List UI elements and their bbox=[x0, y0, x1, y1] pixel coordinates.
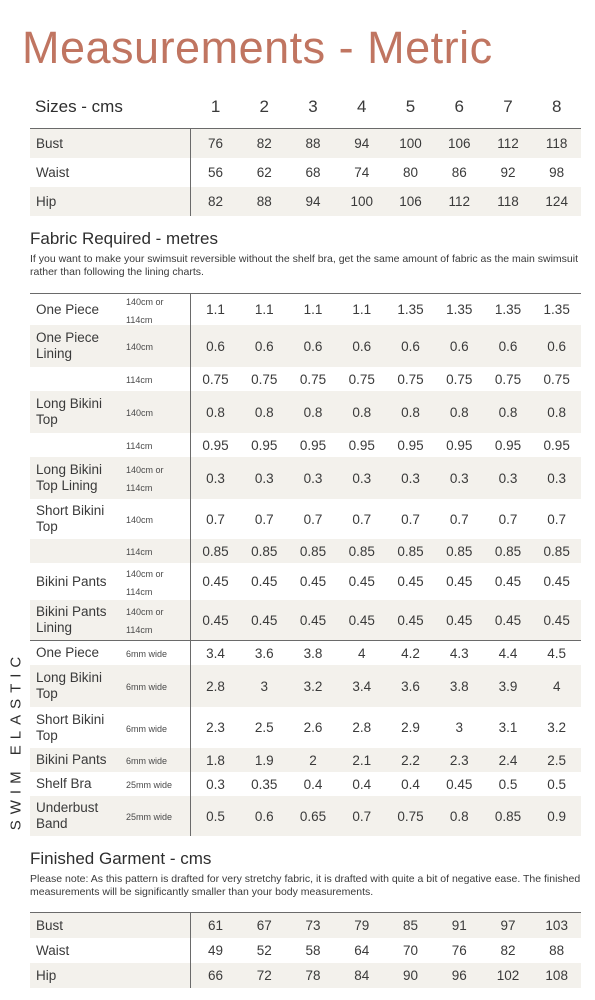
table-row bbox=[30, 391, 581, 433]
cell-value: 90 bbox=[402, 968, 418, 983]
cell-value: 58 bbox=[305, 943, 321, 958]
cell-value: 79 bbox=[354, 918, 370, 933]
cell-value: 0.95 bbox=[543, 437, 570, 453]
cell-value: 0.3 bbox=[449, 470, 469, 486]
cell-value: 1.9 bbox=[254, 752, 274, 768]
cell-value: 3.2 bbox=[303, 678, 323, 694]
cell-value: 0.7 bbox=[254, 511, 274, 527]
table-row bbox=[30, 158, 581, 187]
cell-value: 0.6 bbox=[547, 338, 567, 354]
cell-value: 1.35 bbox=[397, 302, 424, 317]
cell-value: 0.45 bbox=[446, 574, 473, 589]
cell-value: 76 bbox=[208, 136, 224, 152]
table-row bbox=[30, 963, 581, 988]
cell-value: 0.5 bbox=[547, 776, 567, 792]
cell-value: 98 bbox=[549, 165, 565, 181]
cell-value: 94 bbox=[305, 194, 321, 210]
cell-value: 0.85 bbox=[543, 543, 570, 559]
finished-section-title: Finished Garment - cms bbox=[30, 849, 212, 868]
cell-value: 0.45 bbox=[446, 612, 473, 628]
table-row bbox=[30, 499, 581, 539]
cell-value: 3 bbox=[260, 678, 269, 694]
cell-value: 0.75 bbox=[251, 371, 278, 387]
fabric-width-label: 114cm bbox=[126, 441, 153, 451]
cell-value: 0.75 bbox=[202, 371, 229, 387]
cell-value: 0.45 bbox=[543, 612, 570, 628]
table-row bbox=[30, 433, 581, 457]
cell-value: 0.8 bbox=[352, 404, 372, 420]
cell-value: 0.45 bbox=[494, 574, 522, 589]
cell-value: 2.5 bbox=[547, 752, 567, 768]
row-label: Hip bbox=[36, 193, 57, 209]
cell-value: 0.7 bbox=[352, 808, 372, 824]
cell-value: 2.4 bbox=[498, 752, 518, 768]
cell-value: 4.2 bbox=[401, 645, 420, 661]
table-row bbox=[30, 665, 581, 707]
table-row bbox=[30, 457, 581, 499]
cell-value: 0.7 bbox=[498, 511, 518, 527]
row-label: Short Bikini Top bbox=[36, 503, 105, 534]
cell-value: 74 bbox=[354, 165, 370, 181]
cell-value: 0.8 bbox=[206, 404, 225, 420]
cell-value: 0.85 bbox=[348, 543, 375, 559]
cell-value: 64 bbox=[354, 943, 370, 958]
cell-value: 92 bbox=[500, 165, 516, 181]
size-column-header: 4 bbox=[357, 97, 367, 116]
cell-value: 0.75 bbox=[299, 371, 327, 387]
cell-value: 62 bbox=[256, 165, 272, 181]
cell-value: 3 bbox=[455, 720, 463, 735]
cell-value: 3.2 bbox=[547, 720, 567, 735]
cell-value: 118 bbox=[497, 194, 519, 210]
table-row bbox=[30, 748, 581, 772]
fabric-width-label: 140cm or 114cm bbox=[126, 296, 164, 325]
elastic-width-label: 25mm wide bbox=[126, 812, 173, 822]
cell-value: 102 bbox=[496, 968, 520, 983]
cell-value: 1.1 bbox=[352, 302, 372, 317]
elastic-width-label: 6mm wide bbox=[126, 682, 168, 692]
cell-value: 0.3 bbox=[401, 470, 420, 486]
table-row bbox=[30, 294, 581, 325]
cell-value: 96 bbox=[451, 968, 467, 983]
cell-value: 1.8 bbox=[206, 752, 225, 768]
cell-value: 82 bbox=[500, 943, 516, 958]
cell-value: 0.45 bbox=[299, 612, 327, 628]
elastic-width-label: 6mm wide bbox=[126, 649, 168, 659]
cell-value: 0.45 bbox=[348, 574, 375, 589]
fabric-table bbox=[30, 294, 581, 640]
cell-value: 61 bbox=[208, 918, 224, 933]
cell-value: 2.2 bbox=[401, 752, 420, 768]
cell-value: 82 bbox=[256, 136, 272, 152]
row-label: Bikini Pants Lining bbox=[36, 604, 107, 635]
sizes-table bbox=[30, 93, 581, 216]
cell-value: 0.4 bbox=[352, 776, 372, 792]
table-row bbox=[30, 938, 581, 963]
size-column-header: 5 bbox=[405, 97, 416, 116]
sizes-header-label: Sizes - cms bbox=[35, 97, 123, 116]
size-column-header: 8 bbox=[551, 97, 562, 116]
cell-value: 0.75 bbox=[348, 371, 375, 387]
cell-value: 70 bbox=[402, 943, 418, 958]
cell-value: 0.7 bbox=[449, 511, 469, 527]
table-row bbox=[30, 563, 581, 600]
row-label: Long Bikini Top bbox=[36, 670, 103, 701]
cell-value: 106 bbox=[399, 194, 422, 210]
cell-value: 1.1 bbox=[303, 302, 323, 317]
cell-value: 0.85 bbox=[446, 543, 473, 559]
cell-value: 68 bbox=[305, 165, 321, 181]
cell-value: 0.7 bbox=[206, 511, 225, 527]
row-label: Hip bbox=[36, 967, 57, 983]
page-title: Measurements - Metric bbox=[22, 22, 493, 73]
cell-value: 73 bbox=[305, 918, 321, 933]
cell-value: 66 bbox=[208, 968, 224, 983]
cell-value: 0.3 bbox=[254, 470, 274, 486]
row-label: Bust bbox=[36, 135, 64, 151]
cell-value: 112 bbox=[497, 136, 519, 152]
elastic-width-label: 6mm wide bbox=[126, 723, 168, 734]
cell-value: 0.3 bbox=[303, 470, 323, 486]
cell-value: 88 bbox=[305, 136, 321, 152]
row-label: One Piece bbox=[36, 645, 100, 660]
cell-value: 0.95 bbox=[397, 437, 424, 453]
table-row bbox=[30, 129, 581, 158]
cell-value: 0.45 bbox=[543, 574, 570, 589]
cell-value: 1.35 bbox=[543, 302, 570, 317]
cell-value: 0.95 bbox=[446, 437, 473, 453]
cell-value: 0.7 bbox=[401, 511, 420, 527]
cell-value: 4 bbox=[552, 678, 561, 694]
cell-value: 0.8 bbox=[401, 404, 420, 420]
cell-value: 76 bbox=[451, 943, 467, 958]
table-row bbox=[30, 707, 581, 748]
row-label: Underbust Band bbox=[36, 800, 99, 831]
finished-table bbox=[30, 913, 581, 988]
cell-value: 0.6 bbox=[449, 338, 469, 354]
elastic-table bbox=[30, 641, 581, 836]
row-label: Waist bbox=[36, 164, 70, 180]
cell-value: 4.5 bbox=[547, 645, 567, 661]
table-row bbox=[30, 367, 581, 391]
cell-value: 0.8 bbox=[449, 404, 469, 420]
cell-value: 0.3 bbox=[498, 470, 518, 486]
fabric-width-label: 114cm bbox=[126, 547, 153, 557]
cell-value: 0.85 bbox=[202, 543, 229, 559]
cell-value: 2.9 bbox=[401, 720, 420, 735]
cell-value: 0.8 bbox=[547, 404, 567, 420]
row-label: Bust bbox=[36, 917, 64, 933]
cell-value: 0.7 bbox=[547, 511, 567, 527]
row-label: Long Bikini Top Lining bbox=[36, 462, 103, 493]
row-label: Short Bikini Top bbox=[36, 711, 105, 743]
cell-value: 80 bbox=[402, 165, 418, 181]
cell-value: 0.8 bbox=[498, 404, 518, 420]
cell-value: 0.75 bbox=[397, 371, 424, 387]
cell-value: 82 bbox=[208, 194, 224, 210]
cell-value: 0.7 bbox=[352, 511, 372, 527]
cell-value: 1.1 bbox=[254, 302, 274, 317]
cell-value: 0.45 bbox=[251, 574, 278, 589]
cell-value: 0.45 bbox=[348, 612, 375, 628]
cell-value: 0.4 bbox=[303, 776, 323, 792]
cell-value: 0.45 bbox=[251, 612, 278, 628]
fabric-width-label: 140cm bbox=[126, 408, 154, 418]
cell-value: 88 bbox=[549, 943, 565, 958]
swim-elastic-label-text: SWIM ELASTIC bbox=[7, 650, 25, 831]
cell-value: 0.45 bbox=[202, 574, 229, 589]
cell-value: 2.8 bbox=[352, 720, 372, 735]
cell-value: 0.85 bbox=[251, 543, 278, 559]
cell-value: 2.5 bbox=[254, 720, 274, 735]
cell-value: 3.6 bbox=[401, 678, 420, 694]
cell-value: 108 bbox=[545, 968, 568, 983]
cell-value: 1.35 bbox=[446, 302, 473, 317]
cell-value: 2.1 bbox=[352, 752, 372, 768]
cell-value: 3.9 bbox=[498, 678, 518, 694]
cell-value: 0.45 bbox=[397, 612, 424, 628]
cell-value: 0.6 bbox=[254, 808, 274, 824]
cell-value: 94 bbox=[354, 136, 370, 152]
cell-value: 0.3 bbox=[206, 776, 225, 792]
row-label: Waist bbox=[36, 942, 70, 958]
cell-value: 0.8 bbox=[303, 404, 323, 420]
cell-value: 0.95 bbox=[494, 437, 522, 453]
cell-value: 0.85 bbox=[494, 543, 522, 559]
cell-value: 0.35 bbox=[251, 776, 278, 792]
cell-value: 2 bbox=[309, 752, 317, 768]
cell-value: 4.4 bbox=[498, 645, 518, 661]
cell-value: 112 bbox=[448, 194, 470, 210]
cell-value: 0.95 bbox=[348, 437, 375, 453]
cell-value: 67 bbox=[256, 918, 272, 933]
cell-value: 118 bbox=[545, 136, 568, 152]
fabric-width-label: 140cm or 114cm bbox=[126, 568, 164, 597]
table-row bbox=[30, 796, 581, 836]
fabric-width-label: 114cm bbox=[126, 375, 153, 385]
finished-note: Please note: As this pattern is drafted for very stretchy fabric, it is drafted with quite a bit of negative ease. The finished measurements will be significantly smaller than your body measurements. bbox=[30, 873, 581, 898]
cell-value: 88 bbox=[256, 194, 272, 210]
size-column-header: 3 bbox=[308, 97, 318, 116]
cell-value: 0.45 bbox=[202, 612, 229, 628]
fabric-note: If you want to make your swimsuit reversible without the shelf bra, get the same amount of fabric as the main swimsuit rather than following the lining charts. bbox=[30, 253, 578, 278]
table-row bbox=[30, 600, 581, 640]
table-row bbox=[30, 539, 581, 563]
size-column-header: 6 bbox=[454, 97, 464, 116]
cell-value: 0.95 bbox=[299, 437, 327, 453]
table-row bbox=[30, 187, 581, 216]
cell-value: 0.7 bbox=[303, 511, 323, 527]
fabric-width-label: 140cm or 114cm bbox=[126, 465, 164, 493]
cell-value: 91 bbox=[451, 918, 467, 933]
cell-value: 3.8 bbox=[303, 645, 323, 661]
table-row bbox=[30, 913, 581, 938]
cell-value: 1.35 bbox=[494, 302, 522, 317]
cell-value: 0.75 bbox=[397, 808, 424, 824]
cell-value: 3.4 bbox=[352, 678, 372, 694]
cell-value: 49 bbox=[208, 943, 224, 958]
fabric-width-label: 140cm bbox=[126, 342, 154, 352]
cell-value: 124 bbox=[545, 194, 568, 210]
row-label: Bikini Pants bbox=[36, 752, 107, 767]
cell-value: 84 bbox=[354, 968, 370, 983]
cell-value: 0.75 bbox=[494, 371, 522, 387]
table-row bbox=[30, 772, 581, 796]
row-label: Long Bikini Top bbox=[36, 396, 103, 427]
cell-value: 72 bbox=[256, 968, 272, 983]
cell-value: 2.8 bbox=[206, 678, 225, 694]
table-row bbox=[30, 325, 581, 367]
cell-value: 97 bbox=[500, 918, 516, 933]
cell-value: 0.6 bbox=[254, 338, 274, 354]
cell-value: 0.45 bbox=[494, 612, 522, 628]
cell-value: 0.8 bbox=[254, 404, 274, 420]
cell-value: 2.3 bbox=[449, 752, 469, 768]
table-row bbox=[30, 641, 581, 665]
cell-value: 0.95 bbox=[251, 437, 278, 453]
size-column-header: 2 bbox=[259, 97, 270, 116]
cell-value: 0.95 bbox=[202, 437, 229, 453]
cell-value: 0.5 bbox=[498, 776, 518, 792]
cell-value: 3.6 bbox=[254, 645, 274, 661]
cell-value: 0.85 bbox=[397, 543, 424, 559]
fabric-section-title: Fabric Required - metres bbox=[30, 229, 219, 248]
cell-value: 100 bbox=[399, 136, 422, 152]
cell-value: 3.1 bbox=[498, 720, 518, 735]
cell-value: 3.8 bbox=[449, 678, 469, 694]
cell-value: 0.3 bbox=[352, 470, 372, 486]
cell-value: 0.45 bbox=[299, 574, 327, 589]
elastic-width-label: 25mm wide bbox=[126, 780, 173, 790]
cell-value: 78 bbox=[305, 968, 321, 983]
size-column-header: 7 bbox=[503, 97, 513, 116]
cell-value: 0.4 bbox=[401, 776, 420, 792]
cell-value: 2.3 bbox=[206, 720, 225, 735]
cell-value: 3.4 bbox=[206, 645, 225, 661]
cell-value: 0.8 bbox=[449, 808, 469, 824]
cell-value: 103 bbox=[545, 918, 568, 933]
cell-value: 0.6 bbox=[352, 338, 372, 354]
cell-value: 56 bbox=[208, 165, 224, 181]
cell-value: 1.1 bbox=[206, 302, 225, 317]
cell-value: 0.85 bbox=[299, 543, 327, 559]
cell-value: 86 bbox=[451, 165, 467, 181]
row-label: One Piece bbox=[36, 301, 100, 317]
cell-value: 2.6 bbox=[303, 720, 323, 735]
cell-value: 0.3 bbox=[547, 470, 567, 486]
row-label: Shelf Bra bbox=[36, 776, 92, 791]
cell-value: 0.5 bbox=[206, 808, 225, 824]
row-label: One Piece Lining bbox=[36, 330, 100, 361]
cell-value: 0.45 bbox=[397, 574, 424, 589]
fabric-width-label: 140cm or 114cm bbox=[126, 607, 164, 635]
cell-value: 100 bbox=[350, 194, 374, 210]
cell-value: 0.75 bbox=[543, 371, 570, 387]
cell-value: 0.6 bbox=[498, 338, 518, 354]
cell-value: 4 bbox=[358, 645, 366, 661]
cell-value: 0.6 bbox=[303, 338, 323, 354]
cell-value: 106 bbox=[447, 136, 471, 152]
row-label: Bikini Pants bbox=[36, 573, 107, 589]
size-column-header: 1 bbox=[210, 97, 221, 116]
cell-value: 0.45 bbox=[446, 776, 473, 792]
cell-value: 0.9 bbox=[547, 808, 567, 824]
cell-value: 0.6 bbox=[401, 338, 420, 354]
cell-value: 4.3 bbox=[449, 645, 469, 661]
cell-value: 0.65 bbox=[299, 808, 327, 824]
cell-value: 52 bbox=[256, 943, 272, 958]
cell-value: 0.75 bbox=[446, 371, 473, 387]
swim-elastic-side-label bbox=[6, 648, 26, 833]
cell-value: 0.85 bbox=[494, 808, 522, 824]
elastic-width-label: 6mm wide bbox=[126, 756, 168, 766]
cell-value: 0.3 bbox=[206, 470, 225, 486]
cell-value: 85 bbox=[402, 918, 418, 933]
cell-value: 0.6 bbox=[206, 338, 225, 354]
sizes-header-row bbox=[30, 93, 581, 121]
fabric-width-label: 140cm bbox=[126, 515, 154, 525]
